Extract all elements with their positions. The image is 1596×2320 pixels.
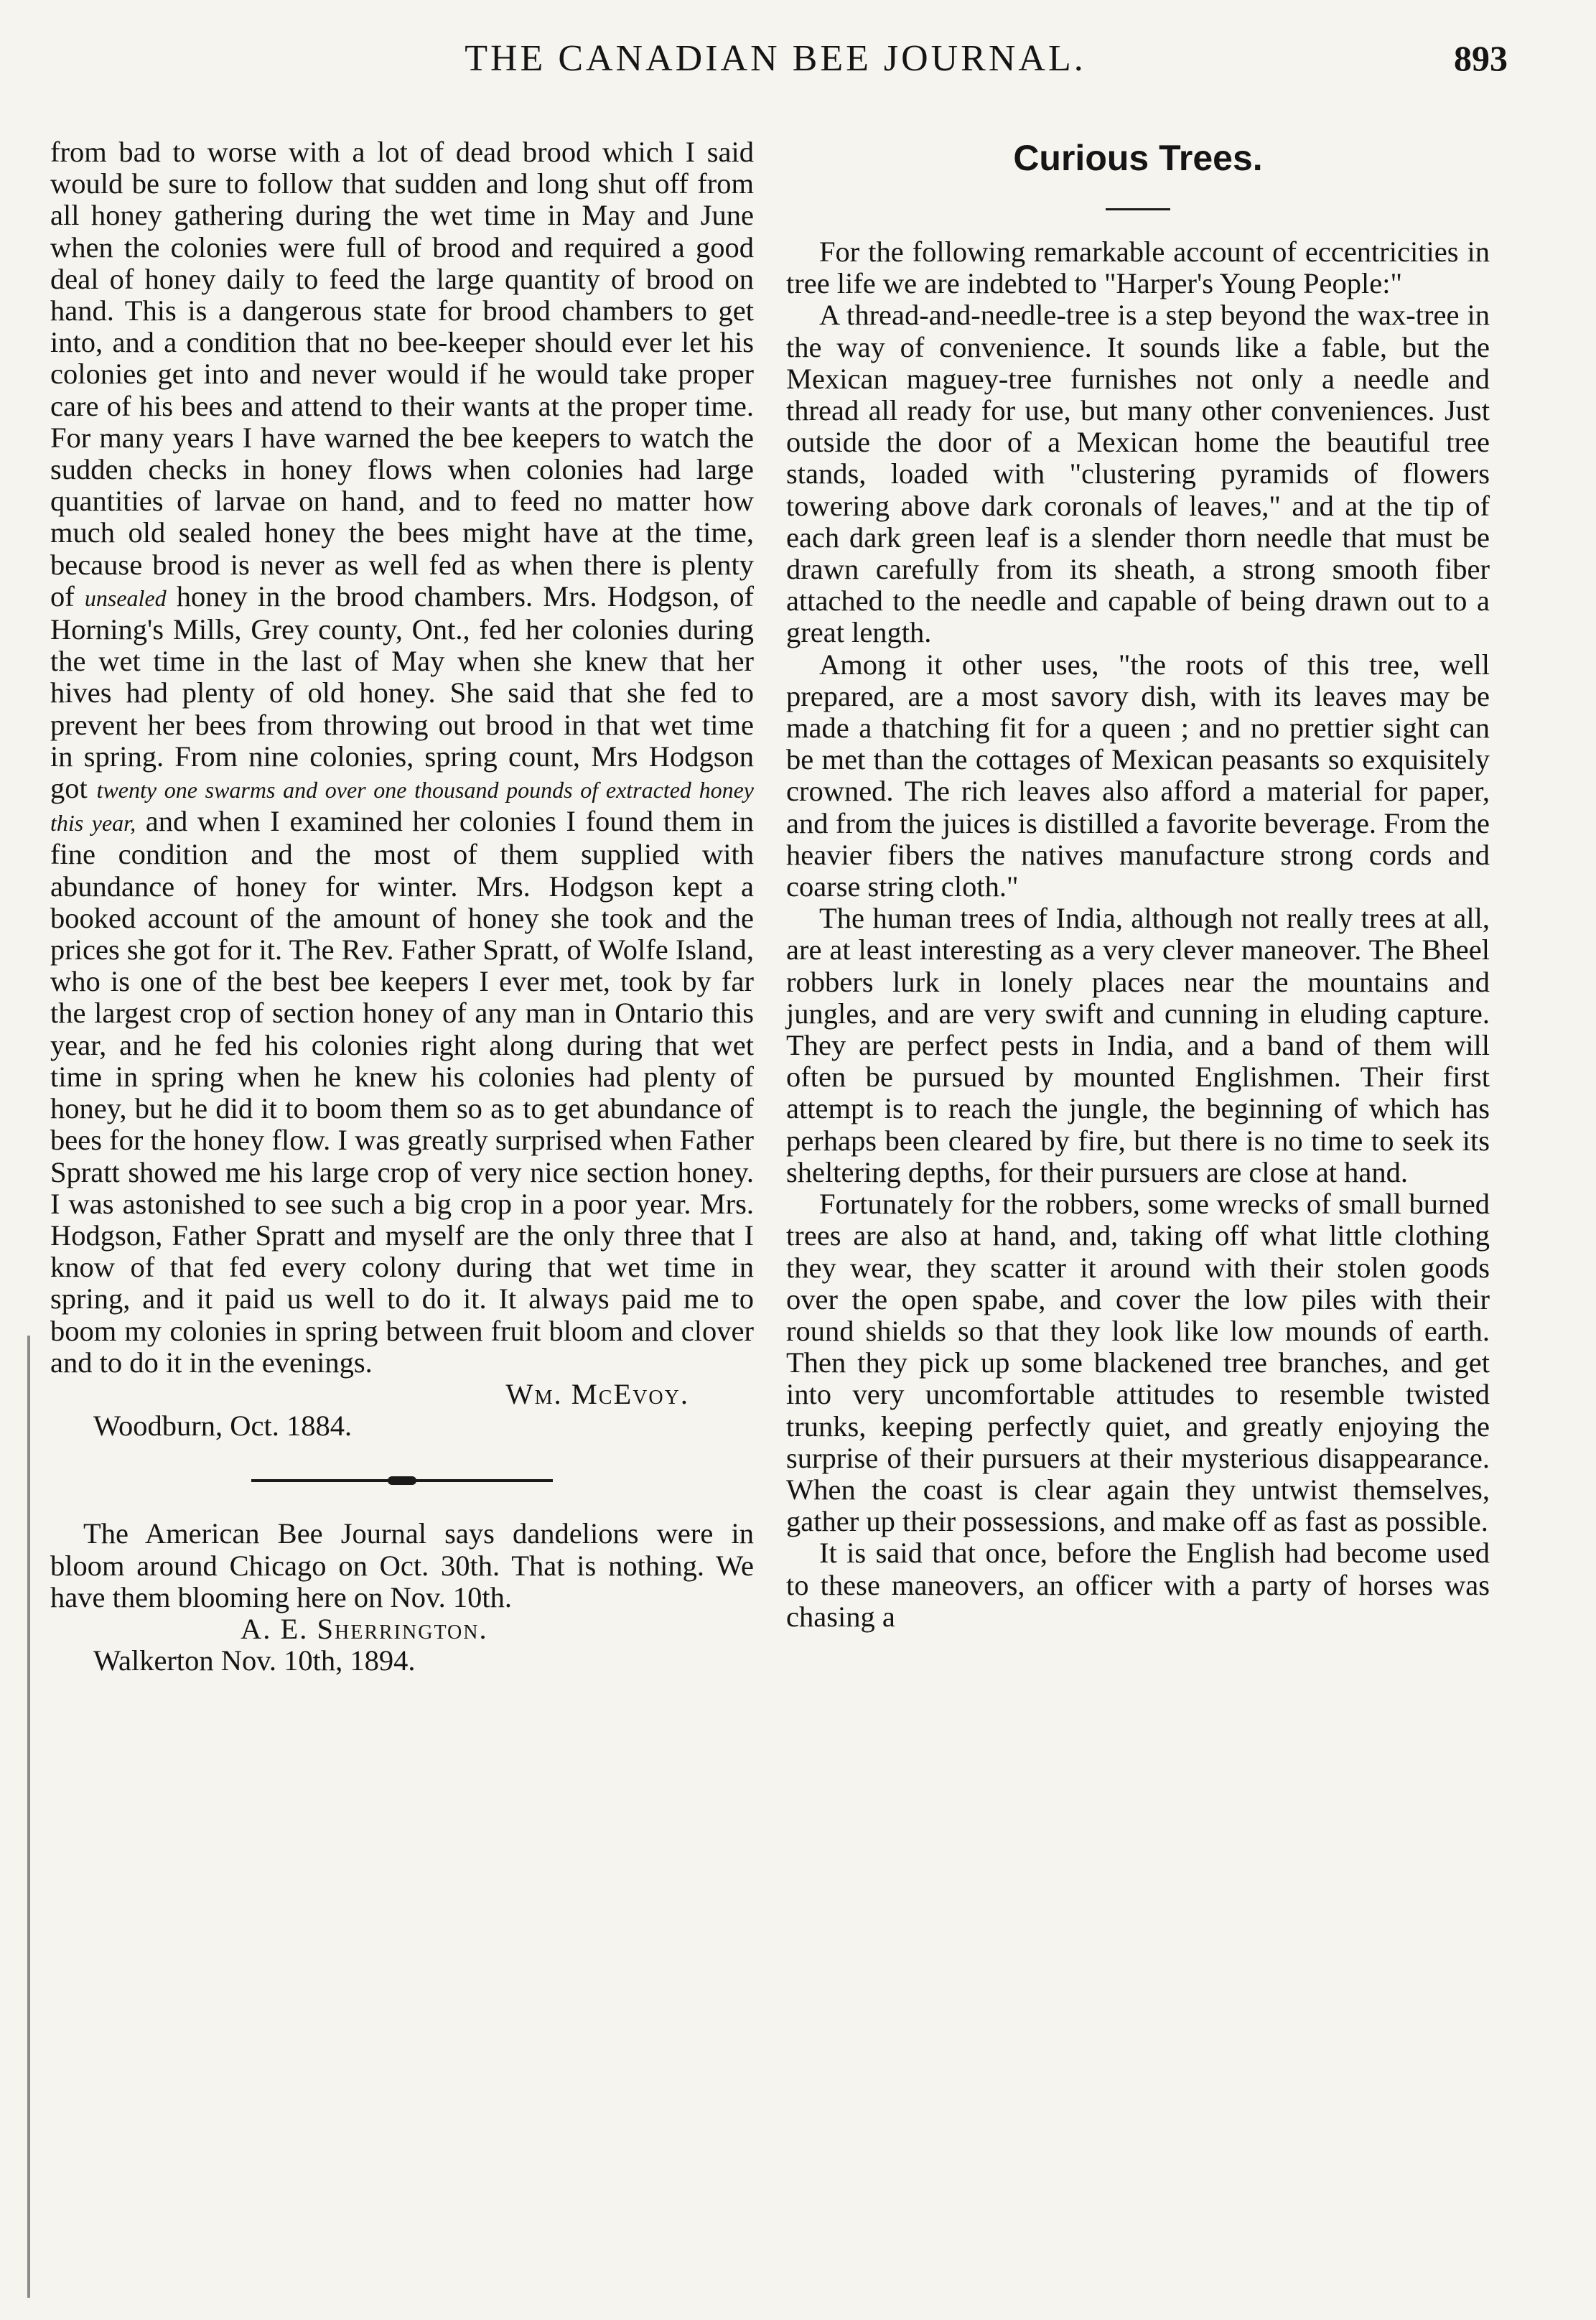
letter-body: [50, 136, 754, 1379]
article-paragraph-1: For the following remarkable account of eccentricities in tree life we are indebted to "Harper's Young People:": [786, 236, 1490, 300]
article-title: Curious Trees.: [1013, 138, 1263, 178]
letter-body-part-3: and when I examined her colonies I found them in fine condition and the most of them supplied with abundance of honey for winter. Mrs. Hodgson kept a booked account of the amount of honey she took and the prices she got for it. The Rev. Father Spratt, of Wolfe Island, who is one of the best bee keepers I ever met, took by far the largest crop of section honey of any man in Ontario this year, and he fed his colonies right along during that wet time in spring when he knew his colonies had plenty of honey, but he did it to boom them so as to get abundance of bees for the honey flow. I was greatly surprised when Father Spratt showed me his large crop of very nice section honey. I was astonished to see such a big crop in a poor year. Mrs. Hodgson, Father Spratt and myself are the only three that I know of that fed every colony during that wet time in spring, and it paid us well to do it. It always paid me to boom my colonies in spring between fruit bloom and clover and to do it in the evenings.: [50, 805, 754, 1379]
note-signature: A. E. Sherrington.: [241, 1612, 488, 1645]
article-paragraph-3: Among it other uses, "the roots of this tree, well prepared, are a most savory dish, with its leaves may be made a thatching fit for a queen ; and no prettier sight can be met than the cottages of Mexican peasants so exquisitely crowned. The rich leaves also afford a material for paper, and from the juices is distilled a favorite beverage. From the heavier fibers the natives manufacture strong cords and coarse string cloth.": [786, 648, 1490, 903]
article-paragraph-5: Fortunately for the robbers, some wrecks of small burned trees are also at hand, and, taking off what little clothing they wear, they scatter it around with their stolen goods over the open spabe, and cover the low piles with their round shields so that they look like low mounds of earth. Then they pick up some blackened tree branches, and get into very uncomfortable attitudes to resemble twisted trunks, keeping perfectly quiet, and greatly enjoying the surprise of their pursuers at their mysterious disappearance. When the coast is clear again they untwist themselves, gather up their possessions, and make off as fast as possible.: [786, 1188, 1490, 1538]
letter-place-date: Woodburn, Oct. 1884.: [93, 1410, 353, 1443]
article-paragraph-6: It is said that once, before the English had become used to these maneovers, an officer with a party of horses was chasing a: [786, 1537, 1490, 1633]
right-column: [786, 136, 1490, 1633]
article-paragraph-4: The human trees of India, although not really trees at all, are at least interesting as a very clever maneover. The Bheel robbers lurk in lonely places near the mountains and jungles, and are very swift and cunning in eluding capture. They are perfect pests in India, and a band of them will often be pursued by mounted Englishmen. Their first attempt is to reach the jungle, the beginning of which has perhaps been cleared by fire, but there is no time to seek its sheltering depths, for their pursuers are close at hand.: [786, 902, 1490, 1188]
letter-body-part-1: from bad to worse with a lot of dead brood which I said would be sure to follow that sudden and long shut off from all honey gathering during the wet time in May and June when the colonies were full of brood and required a good deal of honey daily to feed the large quantity of brood on hand. This is a dangerous state for brood chambers to get into, and a condition that no bee-keeper should ever let his colonies get into and never would if he would take proper care of his bees and attend to their wants at the proper time. For many years I have warned the bee keepers to watch the sudden checks in honey flows when colonies had large quantities of larvae on hand, and to feed no matter how much old sealed honey the bees might have at the time, because brood is never as well fed as when there is plenty of: [50, 136, 754, 612]
title-rule: [1106, 208, 1170, 210]
article-paragraph-2: A thread-and-needle-tree is a step beyond the wax-tree in the way of convenience. It sounds like a fable, but the Mexican maguey-tree furnishes not only a needle and thread all ready for use, but many other conveniences. Just outside the door of a Mexican home the beautiful tree stands, loaded with "clustering pyramids of flowers towering above dark coronals of leaves," and at the tip of each dark green leaf is a slender thorn needle that must be drawn carefully from its sheath, a strong smooth fiber attached to the needle and capable of being drawn out to a great length.: [786, 299, 1490, 649]
note-place-date: Walkerton Nov. 10th, 1894.: [93, 1644, 416, 1677]
page-edge-shadow: [27, 1336, 30, 2298]
letter-signature: Wm. McEvoy.: [505, 1377, 689, 1410]
page-header: [43, 37, 1508, 88]
page-number: 893: [1454, 38, 1508, 78]
emphasis-unsealed: unsealed: [84, 584, 167, 611]
running-title: THE CANADIAN BEE JOURNAL.: [465, 38, 1086, 79]
dandelion-note: The American Bee Journal says dandelions were in bloom around Chicago on Oct. 30th. That is nothing. We have them blooming here on Nov. 10th.: [50, 1517, 754, 1613]
left-column: [50, 136, 754, 1677]
emphasis-yield: twenty one swarms and over one thousand pounds of extracted honey this year,: [50, 777, 754, 837]
letter-body-part-2: honey in the brood chambers. Mrs. Hodgson, of Horning's Mills, Grey county, Ont., fed her colonies during the wet time in the last of May when she knew that her hives had plenty of old honey. She said that she fed to prevent her bees from throwing out brood in that wet time in spring. From nine colonies, spring count, Mrs Hodgson got: [50, 579, 755, 805]
section-divider: [251, 1479, 553, 1482]
